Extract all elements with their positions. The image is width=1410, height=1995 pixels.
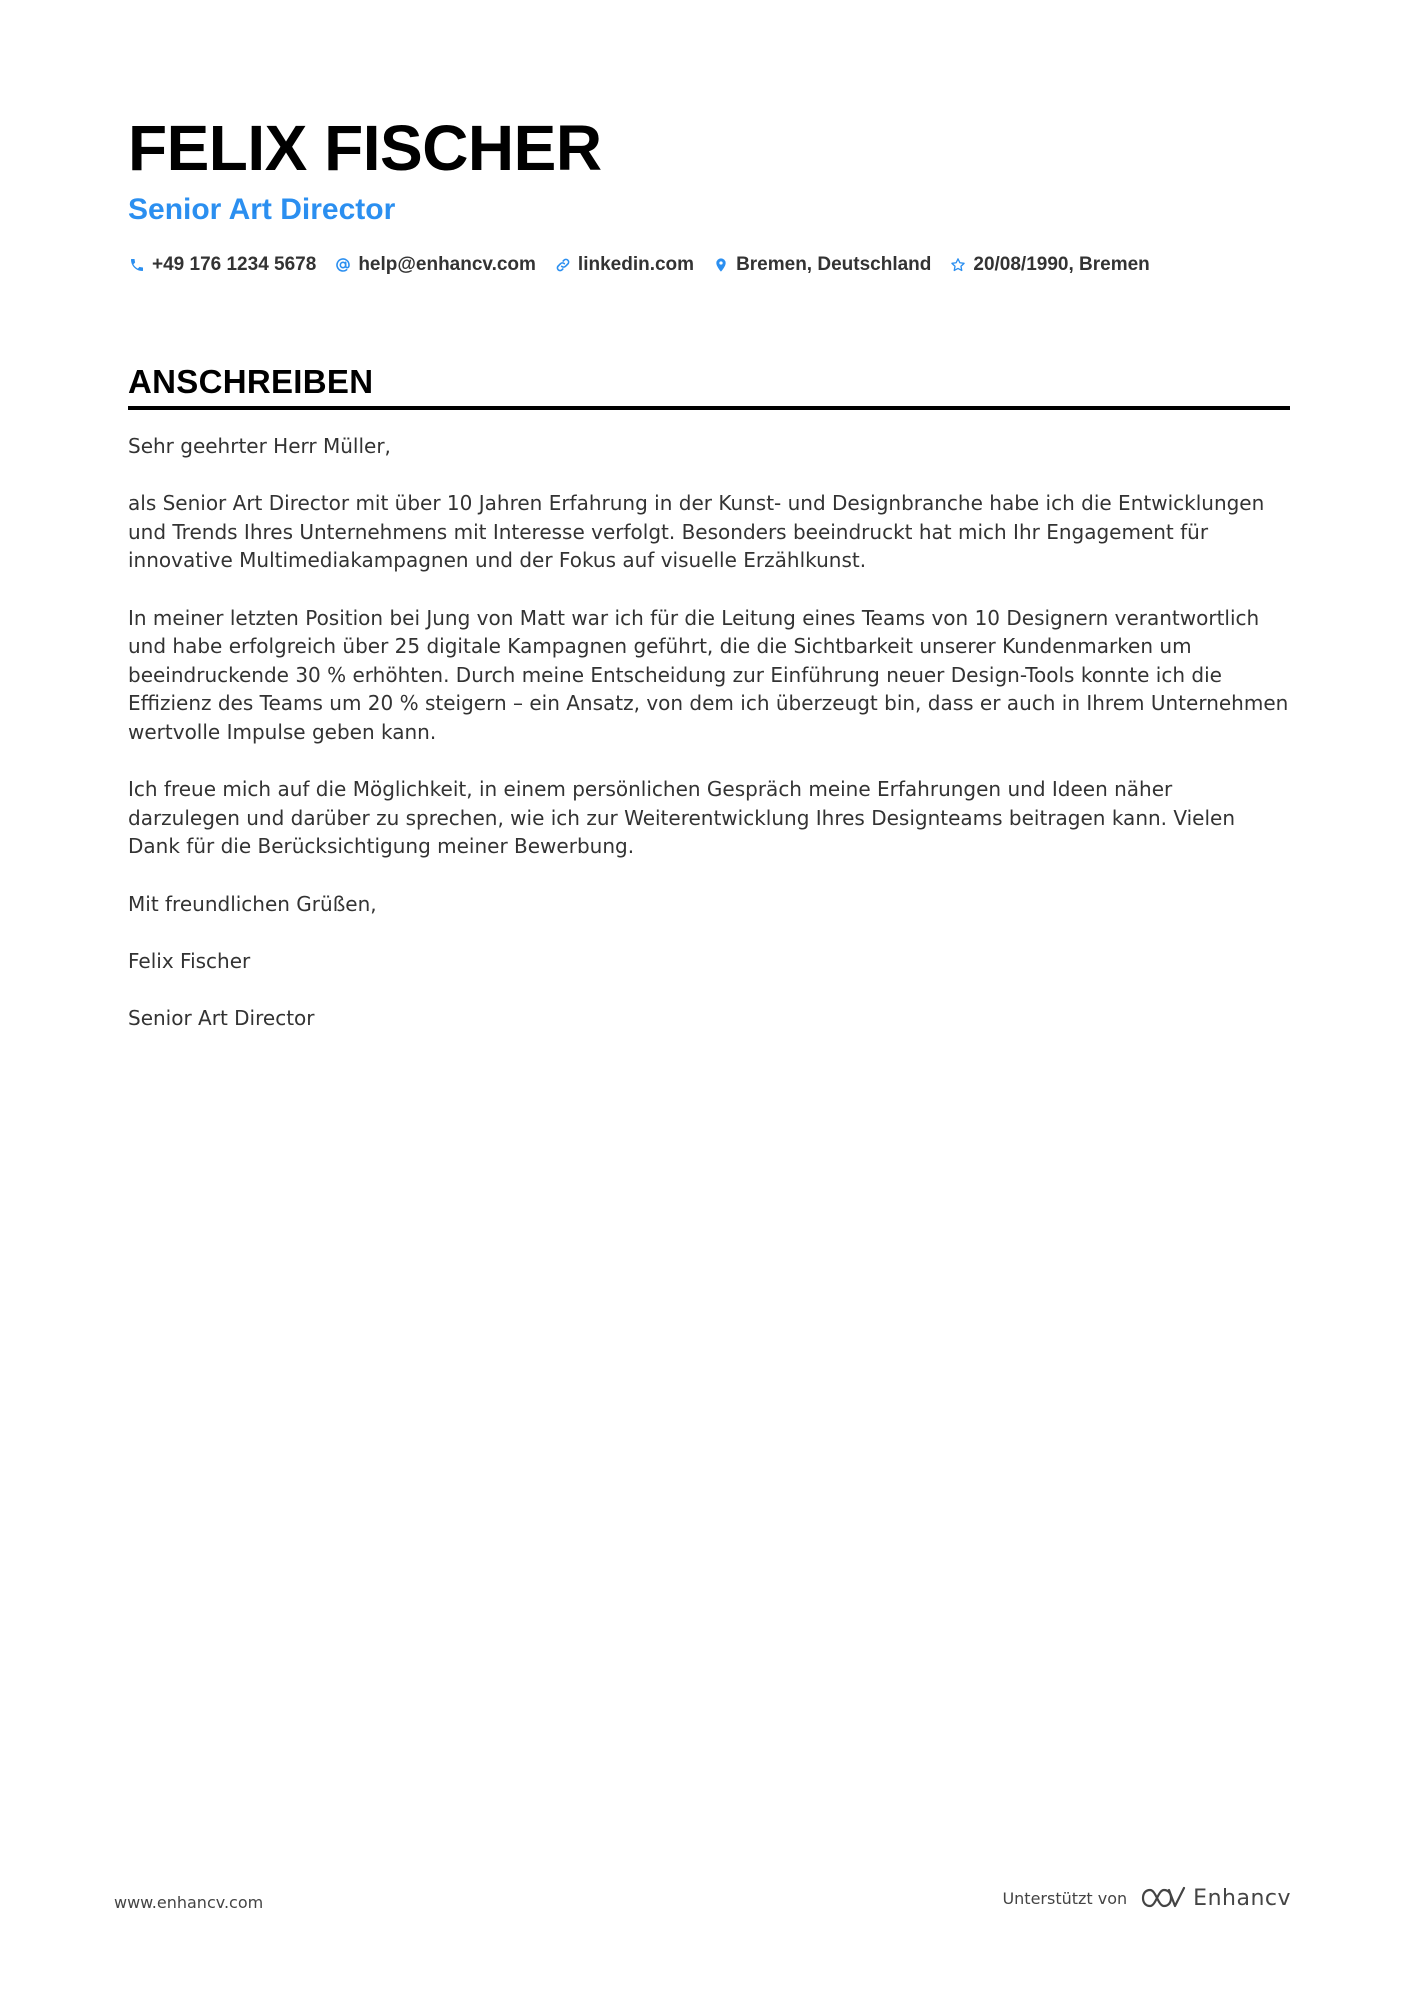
signature-title: Senior Art Director xyxy=(128,1005,315,1030)
at-icon xyxy=(334,256,352,274)
letter-body xyxy=(128,432,1290,1032)
contact-email[interactable] xyxy=(334,254,536,276)
section-divider xyxy=(128,406,1290,410)
letter-paragraph: Ich freue mich auf die Möglichkeit, in einem persönlichen Gespräch meine Erfahrungen und Ideen näher darzulegen und darüber zu sprechen, wie ich zur Weiterentwicklung Ihres Designteams beitragen kann. Vielen Dank für die Berücksichtigung meiner Bewerbung. xyxy=(128,777,1236,859)
section-heading: ANSCHREIBEN xyxy=(128,363,374,400)
footer-website-link[interactable]: www.enhancv.com xyxy=(114,1893,264,1912)
contact-birth-text: 20/08/1990, Bremen xyxy=(973,254,1150,275)
candidate-title: Senior Art Director xyxy=(128,193,396,226)
contact-email-text: help@enhancv.com xyxy=(358,254,536,275)
brand-name: Enhancv xyxy=(1193,1885,1291,1911)
contact-location-text: Bremen, Deutschland xyxy=(736,254,932,275)
cover-letter-page xyxy=(128,108,1290,1061)
contact-phone[interactable] xyxy=(128,254,316,276)
link-icon xyxy=(554,256,572,274)
contact-birth xyxy=(949,254,1149,276)
letter-paragraph: als Senior Art Director mit über 10 Jahren Erfahrung in der Kunst- und Designbranche habe ich die Entwicklungen und Trends Ihres Unternehmens mit Interesse verfolgt. Besonders beeindruckt hat mich Ihr Engagement für innovative Multimediakampagnen und der Fokus auf visuelle Erzählkunst. xyxy=(128,491,1265,573)
footer-branding[interactable] xyxy=(1002,1885,1291,1911)
contact-location xyxy=(712,254,931,276)
signature-name: Felix Fischer xyxy=(128,948,251,973)
contact-linkedin-text: linkedin.com xyxy=(577,254,695,275)
star-icon xyxy=(949,256,967,274)
enhancv-logo-icon xyxy=(1139,1885,1187,1911)
phone-icon xyxy=(128,256,146,274)
letter-paragraph: In meiner letzten Position bei Jung von Matt war ich für die Leitung eines Teams von 10 Designern verantwortlich und habe erfolgreich über 25 digitale Kampagnen geführt, die die Sichtbarkeit unserer Kundenmarken um beeindruckende 30 % erhöhten. Durch meine Entscheidung zur Einführung neuer Design-Tools konnte ich die Effizienz des Teams um 20 % steigern – ein Ansatz, von dem ich überzeugt bin, dass er auch in Ihrem Unternehmen wertvolle Impulse geben kann. xyxy=(128,605,1289,744)
contact-phone-text: +49 176 1234 5678 xyxy=(152,254,317,275)
powered-by-label: Unterstützt von xyxy=(1002,1888,1128,1908)
location-pin-icon xyxy=(712,256,730,274)
letter-salutation: Sehr geehrter Herr Müller, xyxy=(128,434,391,458)
candidate-name: FELIX FISCHER xyxy=(128,112,602,184)
contact-bar xyxy=(128,254,1290,276)
letter-closing: Mit freundlichen Grüßen, xyxy=(128,891,377,916)
contact-linkedin[interactable] xyxy=(554,254,694,276)
